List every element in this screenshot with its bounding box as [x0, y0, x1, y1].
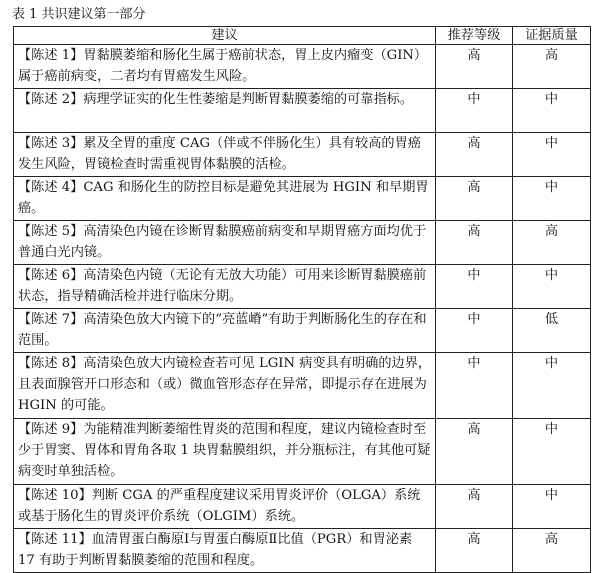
statement-text: 病理学证实的化生性萎缩是判断胃黏膜萎缩的可靠指标。	[83, 92, 414, 107]
quality-cell: 高	[513, 221, 591, 265]
statement-label: 【陈述 5】	[18, 224, 84, 239]
recommendation-table	[13, 26, 591, 573]
statement-label: 【陈述 4】	[18, 180, 84, 195]
statement-label: 【陈述 6】	[18, 268, 84, 283]
statement-cell	[14, 419, 436, 485]
statement-label: 【陈述 10】	[18, 488, 92, 503]
table-row	[14, 133, 591, 177]
table-row	[14, 177, 591, 221]
statement-text: 高清染色内镜在诊断胃黏膜癌前病变和早期胃癌方面均优于普通白光内镜。	[18, 224, 427, 260]
table-row	[14, 419, 591, 485]
statement-label: 【陈述 9】	[18, 422, 84, 437]
column-header-recommendation: 建议	[14, 27, 436, 45]
quality-cell: 高	[513, 529, 591, 573]
table-row	[14, 265, 591, 309]
table-row	[14, 309, 591, 353]
statement-text: 判断 CGA 的严重程度建议采用胃炎评价（OLGA）系统或基于肠化生的胃炎评价系统（OLGIM）系统。	[18, 488, 421, 524]
grade-cell: 中	[436, 353, 513, 419]
quality-cell: 中	[513, 177, 591, 221]
table-row	[14, 45, 591, 89]
statement-text: 高清染色放大内镜下的“亮蓝嵴”有助于判断肠化生的存在和范围。	[18, 312, 427, 348]
grade-cell: 中	[436, 89, 513, 133]
statement-text: 血清胃蛋白酶原Ⅰ与胃蛋白酶原Ⅱ比值（PGR）和胃泌素 17 有助于判断胃黏膜萎缩的范围和程度。	[18, 532, 413, 568]
grade-cell: 高	[436, 419, 513, 485]
table-row	[14, 529, 591, 573]
statement-label: 【陈述 2】	[18, 92, 84, 107]
statement-label: 【陈述 3】	[18, 136, 84, 151]
statement-cell	[14, 529, 436, 573]
table-caption: 表 1 共识建议第一部分	[12, 7, 146, 22]
column-header-grade: 推荐等级	[436, 27, 513, 45]
quality-cell: 中	[513, 353, 591, 419]
table-row	[14, 89, 591, 133]
table-row	[14, 353, 591, 419]
quality-cell: 中	[513, 89, 591, 133]
statement-text: 累及全胃的重度 CAG（伴或不伴肠化生）具有较高的胃癌发生风险，胃镜检查时需重视胃体黏膜的活检。	[18, 136, 421, 172]
statement-cell	[14, 309, 436, 353]
column-header-quality: 证据质量	[513, 27, 591, 45]
table-row	[14, 485, 591, 529]
statement-cell	[14, 177, 436, 221]
statement-cell	[14, 353, 436, 419]
quality-cell: 高	[513, 45, 591, 89]
grade-cell: 高	[436, 45, 513, 89]
statement-cell	[14, 485, 436, 529]
statement-text: 高清染色放大内镜检查若可见 LGIN 病变具有明确的边界，且表面腺管开口形态和（或）微血管形态存在异常，即提示存在进展为 HGIN 的可能。	[18, 356, 432, 413]
statement-cell	[14, 221, 436, 265]
quality-cell: 中	[513, 265, 591, 309]
quality-cell: 中	[513, 419, 591, 485]
statement-text: 胃黏膜萎缩和肠化生属于癌前状态，胃上皮内瘤变（GIN）属于癌前病变，二者均有胃癌发生风险。	[18, 48, 428, 84]
statement-label: 【陈述 8】	[18, 356, 84, 371]
grade-cell: 中	[436, 309, 513, 353]
grade-cell: 高	[436, 485, 513, 529]
grade-cell: 高	[436, 133, 513, 177]
statement-cell	[14, 265, 436, 309]
quality-cell: 中	[513, 133, 591, 177]
quality-cell: 中	[513, 485, 591, 529]
table-row	[14, 221, 591, 265]
statement-text: 为能精准判断萎缩性胃炎的范围和程度，建议内镜检查时至少于胃窦、胃体和胃角各取 1 块胃黏膜组织，并分瓶标注，有其他可疑病变时单独活检。	[18, 422, 431, 479]
statement-cell	[14, 45, 436, 89]
quality-cell: 低	[513, 309, 591, 353]
statement-label: 【陈述 11】	[18, 532, 92, 547]
table-header-row	[14, 27, 591, 45]
grade-cell: 中	[436, 265, 513, 309]
statement-cell	[14, 89, 436, 133]
grade-cell: 高	[436, 177, 513, 221]
statement-cell	[14, 133, 436, 177]
grade-cell: 高	[436, 221, 513, 265]
statement-label: 【陈述 7】	[18, 312, 84, 327]
statement-label: 【陈述 1】	[18, 48, 84, 63]
statement-text: CAG 和肠化生的防控目标是避免其进展为 HGIN 和早期胃癌。	[18, 180, 429, 216]
grade-cell: 高	[436, 529, 513, 573]
statement-text: 高清染色内镜（无论有无放大功能）可用来诊断胃黏膜癌前状态，指导精确活检并进行临床分期。	[18, 268, 427, 304]
